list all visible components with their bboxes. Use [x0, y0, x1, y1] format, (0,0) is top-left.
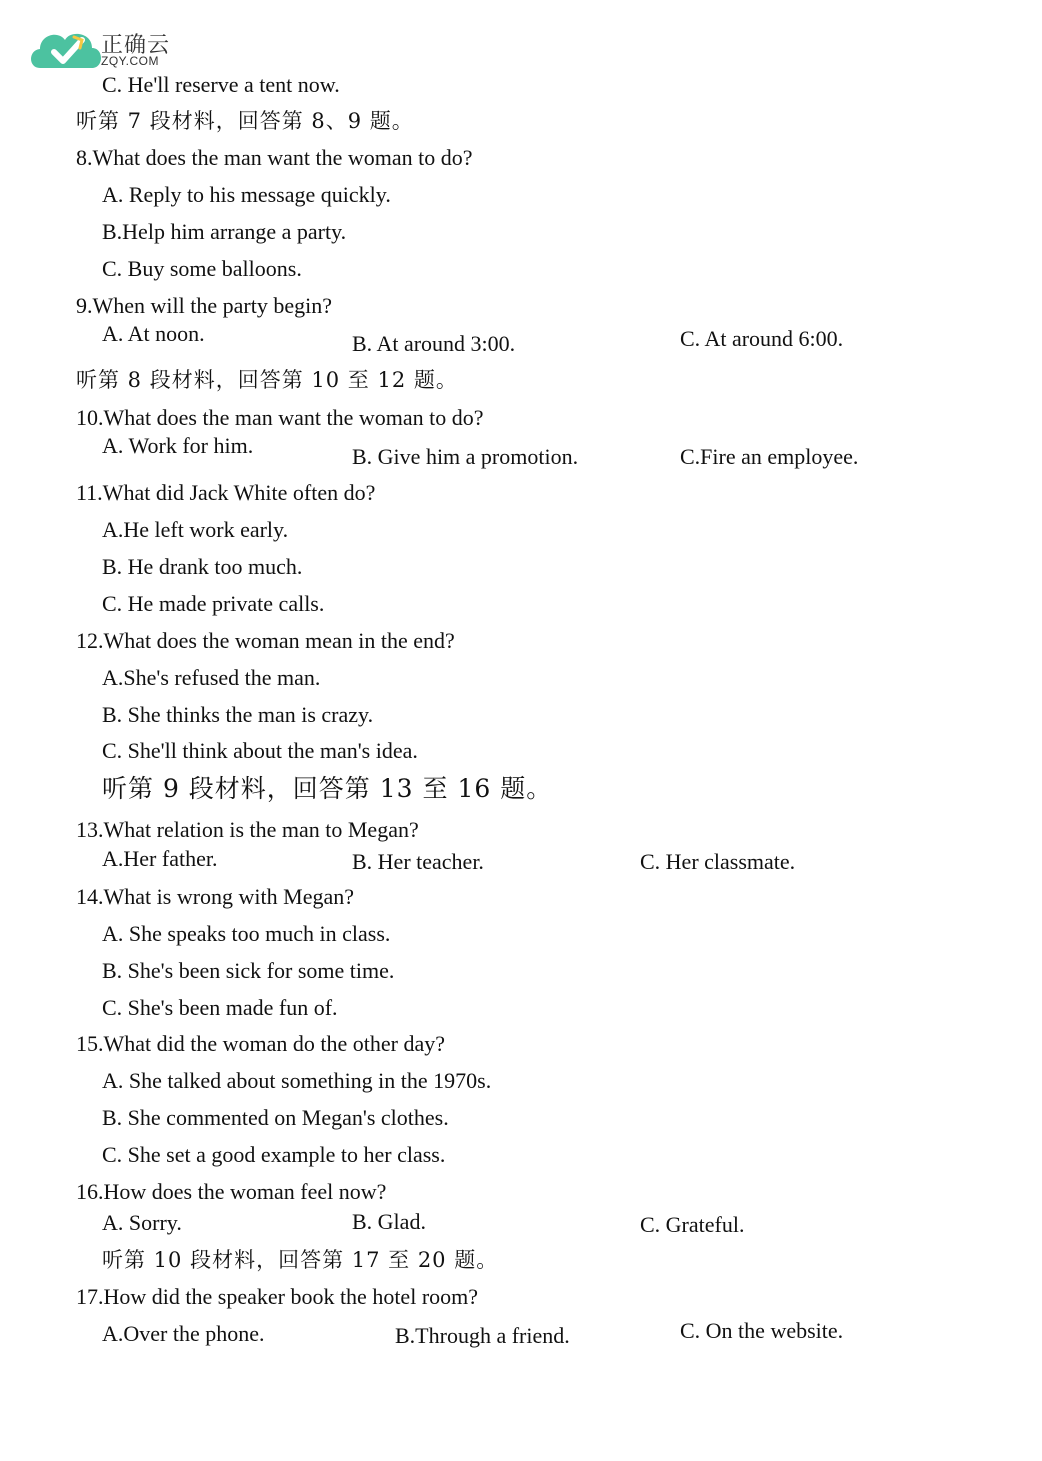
option-17b: B.Through a friend. — [395, 1323, 570, 1348]
option-14a: A. She speaks too much in class. — [102, 921, 391, 946]
section-heading: 听第 9 段材料，回答第 13 至 16 题。 — [102, 774, 553, 803]
option-8a: A. Reply to his message quickly. — [102, 182, 391, 207]
option-12b: B. She thinks the man is crazy. — [102, 702, 374, 727]
option-8b: B.Help him arrange a party. — [102, 219, 347, 244]
option-13c: C. Her classmate. — [640, 849, 796, 874]
option-12c: C. She'll think about the man's idea. — [102, 738, 418, 763]
question-11: 11.What did Jack White often do? — [76, 480, 376, 505]
option-12a: A.She's refused the man. — [102, 665, 321, 690]
question-8: 8.What does the man want the woman to do? — [76, 145, 473, 170]
option-9b: B. At around 3:00. — [352, 331, 516, 356]
question-15: 15.What did the woman do the other day? — [76, 1031, 446, 1056]
question-9: 9.When will the party begin? — [76, 293, 332, 318]
question-12: 12.What does the woman mean in the end? — [76, 628, 455, 653]
question-14: 14.What is wrong with Megan? — [76, 884, 354, 909]
option-14c: C. She's been made fun of. — [102, 995, 338, 1020]
section-heading: 听第 8 段材料，回答第 10 至 12 题。 — [76, 368, 458, 392]
option-9a: A. At noon. — [102, 321, 205, 346]
option-11a: A.He left work early. — [102, 517, 289, 542]
logo-domain: ZQY.COM — [101, 54, 159, 68]
option-11c: C. He made private calls. — [102, 591, 325, 616]
option-8c: C. Buy some balloons. — [102, 256, 302, 281]
option-9c: C. At around 6:00. — [680, 326, 844, 351]
option-10a: A. Work for him. — [102, 433, 254, 458]
option-17c: C. On the website. — [680, 1318, 844, 1343]
option-10c: C.Fire an employee. — [680, 444, 859, 469]
option-16c: C. Grateful. — [640, 1212, 745, 1237]
option-17a: A.Over the phone. — [102, 1321, 265, 1346]
option-13a: A.Her father. — [102, 846, 218, 871]
question-17: 17.How did the speaker book the hotel room? — [76, 1284, 479, 1309]
section-heading: 听第 7 段材料，回答第 8、9 题。 — [76, 109, 414, 133]
question-16: 16.How does the woman feel now? — [76, 1179, 387, 1204]
option-15a: A. She talked about something in the 1970s. — [102, 1068, 492, 1093]
option-16a: A. Sorry. — [102, 1210, 182, 1235]
option-text: C. He'll reserve a tent now. — [102, 72, 340, 97]
option-15b: B. She commented on Megan's clothes. — [102, 1105, 449, 1130]
question-13: 13.What relation is the man to Megan? — [76, 817, 419, 842]
option-16b: B. Glad. — [352, 1209, 426, 1234]
option-13b: B. Her teacher. — [352, 849, 484, 874]
section-heading: 听第 10 段材料，回答第 17 至 20 题。 — [102, 1248, 499, 1272]
option-15c: C. She set a good example to her class. — [102, 1142, 446, 1167]
option-11b: B. He drank too much. — [102, 554, 303, 579]
option-10b: B. Give him a promotion. — [352, 444, 579, 469]
logo-brand: 正确云 — [101, 33, 171, 58]
question-10: 10.What does the man want the woman to do? — [76, 405, 484, 430]
option-14b: B. She's been sick for some time. — [102, 958, 395, 983]
